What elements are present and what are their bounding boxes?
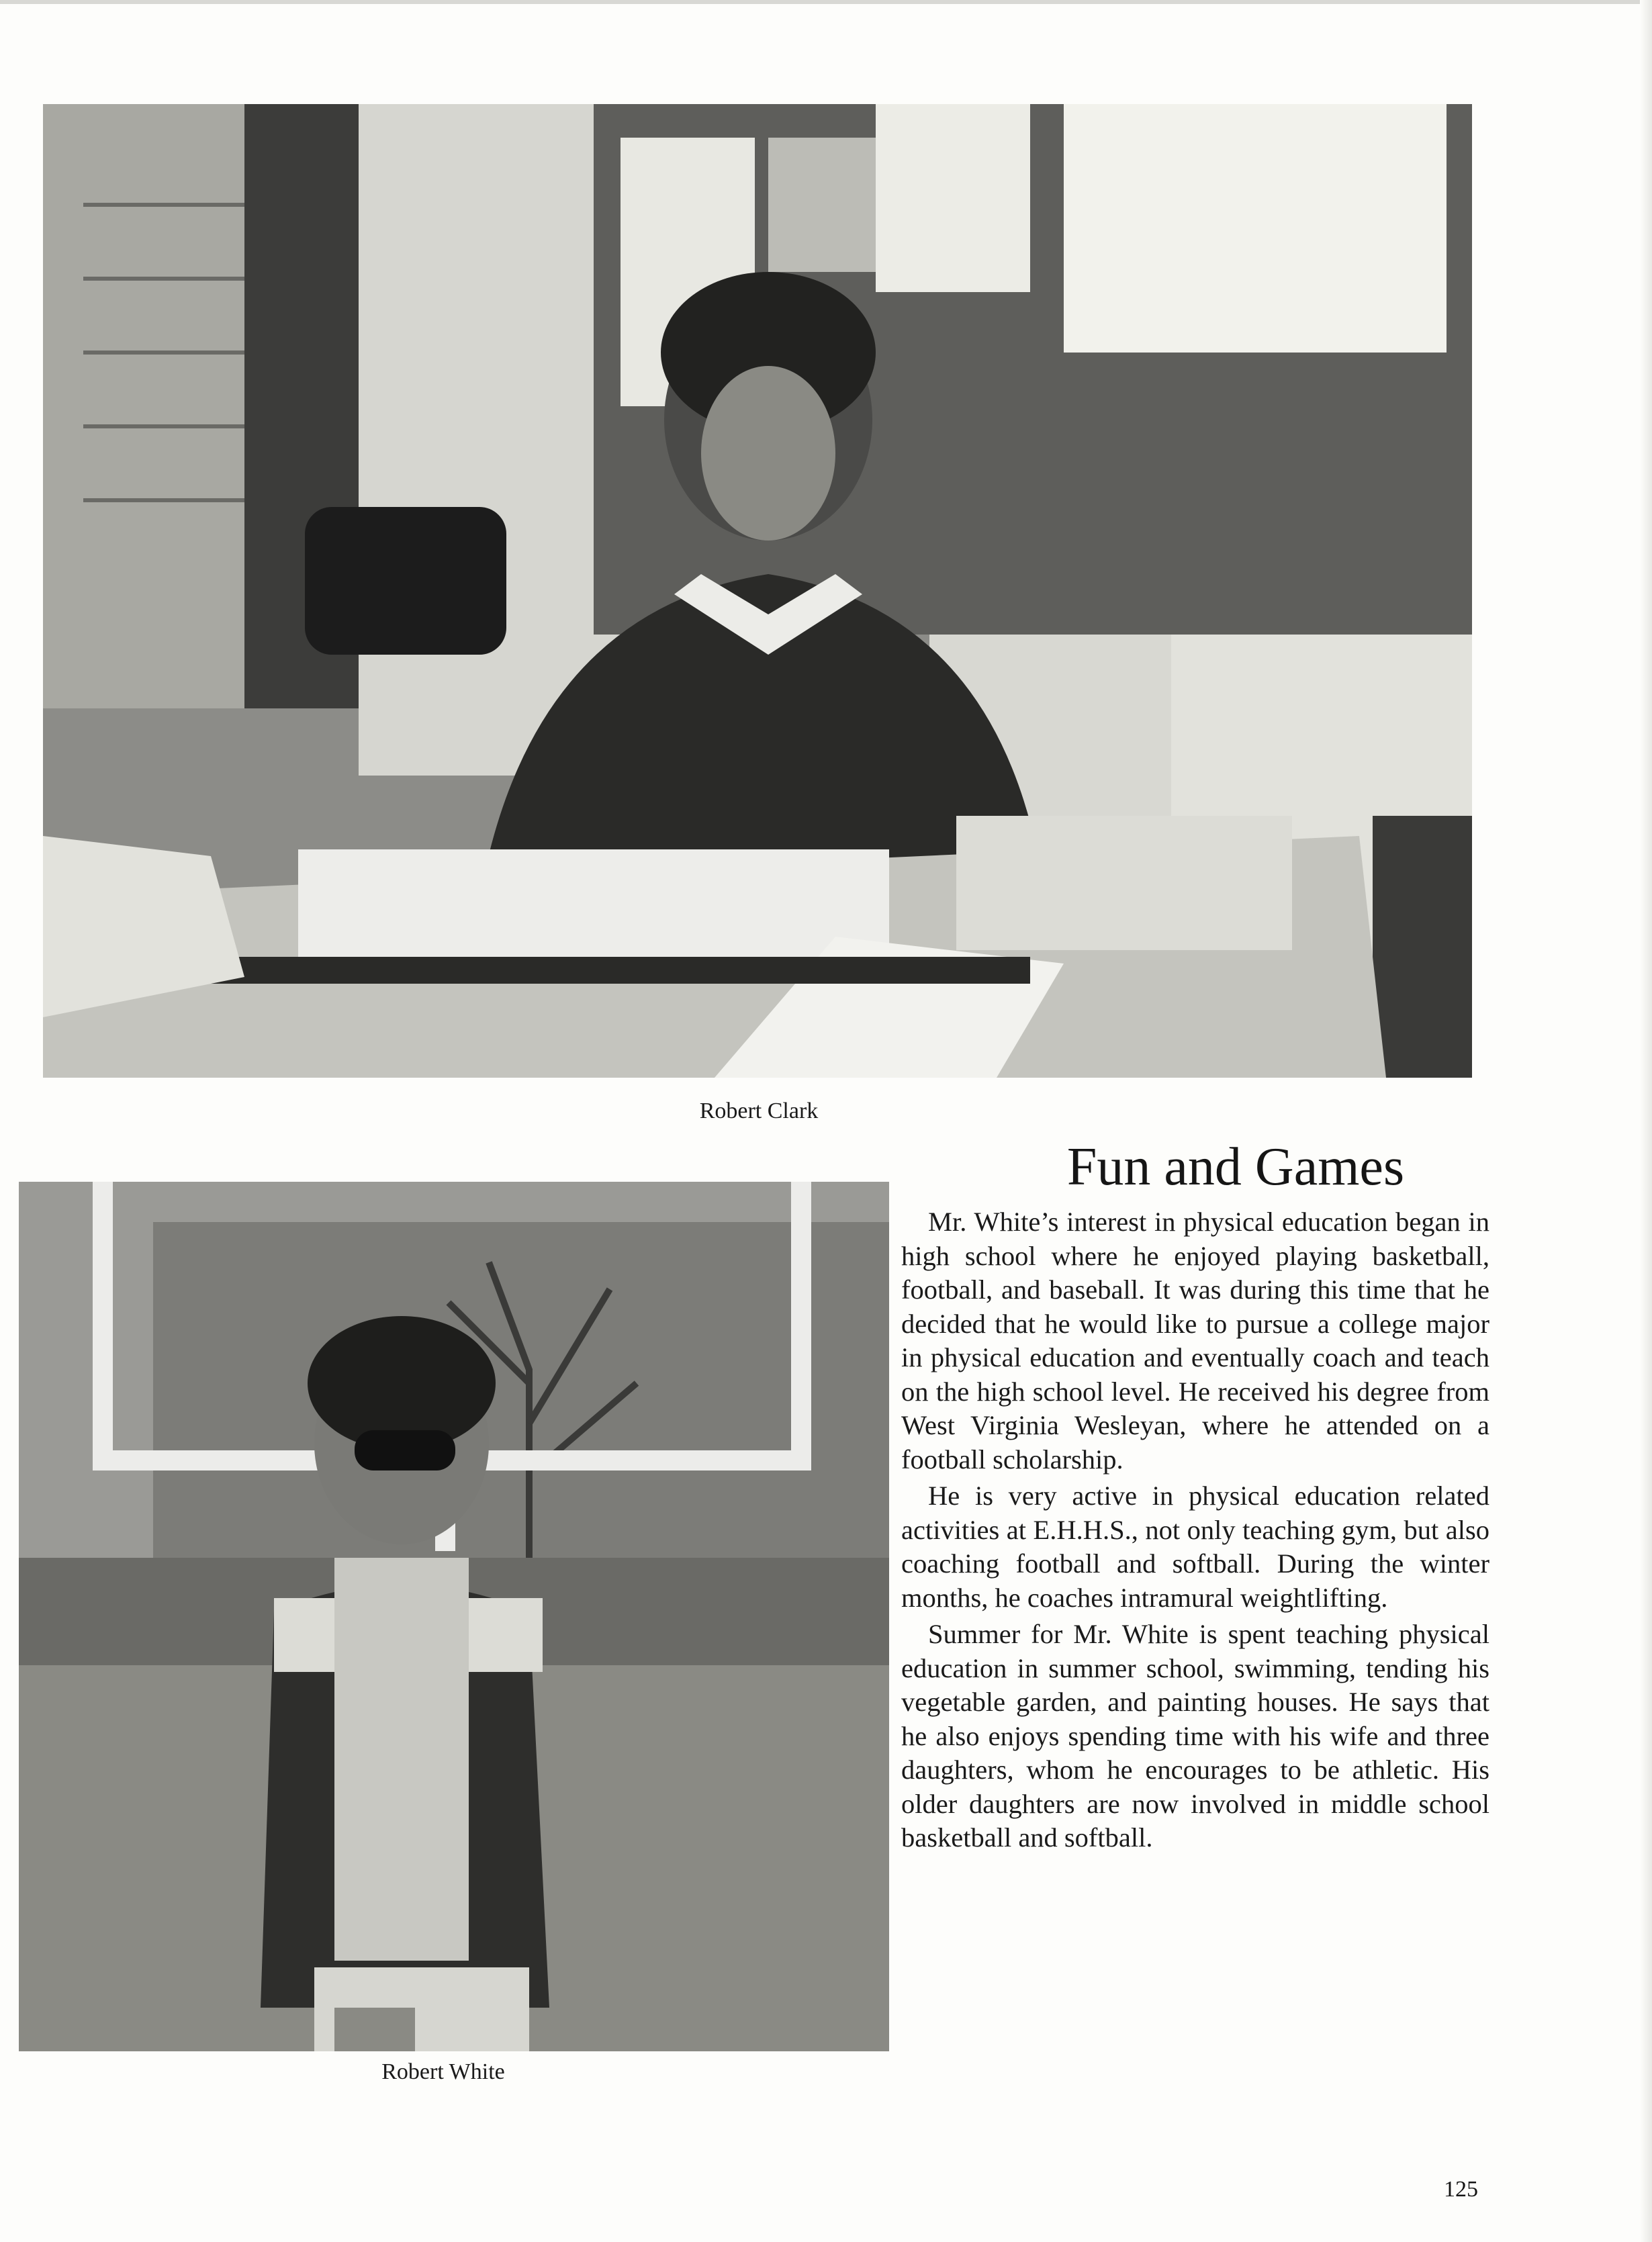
article-paragraph: Summer for Mr. White is spent teaching physical education in summer school, swimming, tending his vegetable garden, and painting houses. He says that he also enjoys spending time with his wife and three daughters, whom he encourages to be athletic. His older daughters are now involved in middle school basketball and softball.	[901, 1619, 1489, 1853]
article-paragraph: Mr. White’s interest in physical education began in high school where he enjoyed playing basketball, football, and baseball. It was during this time that he decided that he would like to pursue a college major in physical education and eventually coach and teach on the high school level. He received his degree from West Virginia Wesleyan, where he attended on a football scholarship.	[901, 1207, 1489, 1475]
scan-top-edge	[0, 0, 1652, 4]
robert-clark-photo	[43, 104, 1472, 1078]
robert-white-photo	[19, 1182, 889, 2051]
article-paragraph: He is very active in physical education related activities at E.H.H.S., not only teaching gym, but also coaching football and softball. During the winter months, he coaches intramural weightlifting.	[901, 1481, 1489, 1613]
photo-caption-robert-white: Robert White	[381, 2059, 505, 2084]
desk-photo-illustration	[43, 104, 1472, 1078]
article-title: Fun and Games	[1066, 1137, 1405, 1197]
field-photo-illustration	[19, 1182, 889, 2051]
scan-right-edge	[1640, 0, 1652, 2242]
article-body	[901, 1205, 1489, 1858]
photo-caption-robert-clark: Robert Clark	[699, 1099, 819, 1123]
page-number: 125	[1444, 2177, 1478, 2202]
